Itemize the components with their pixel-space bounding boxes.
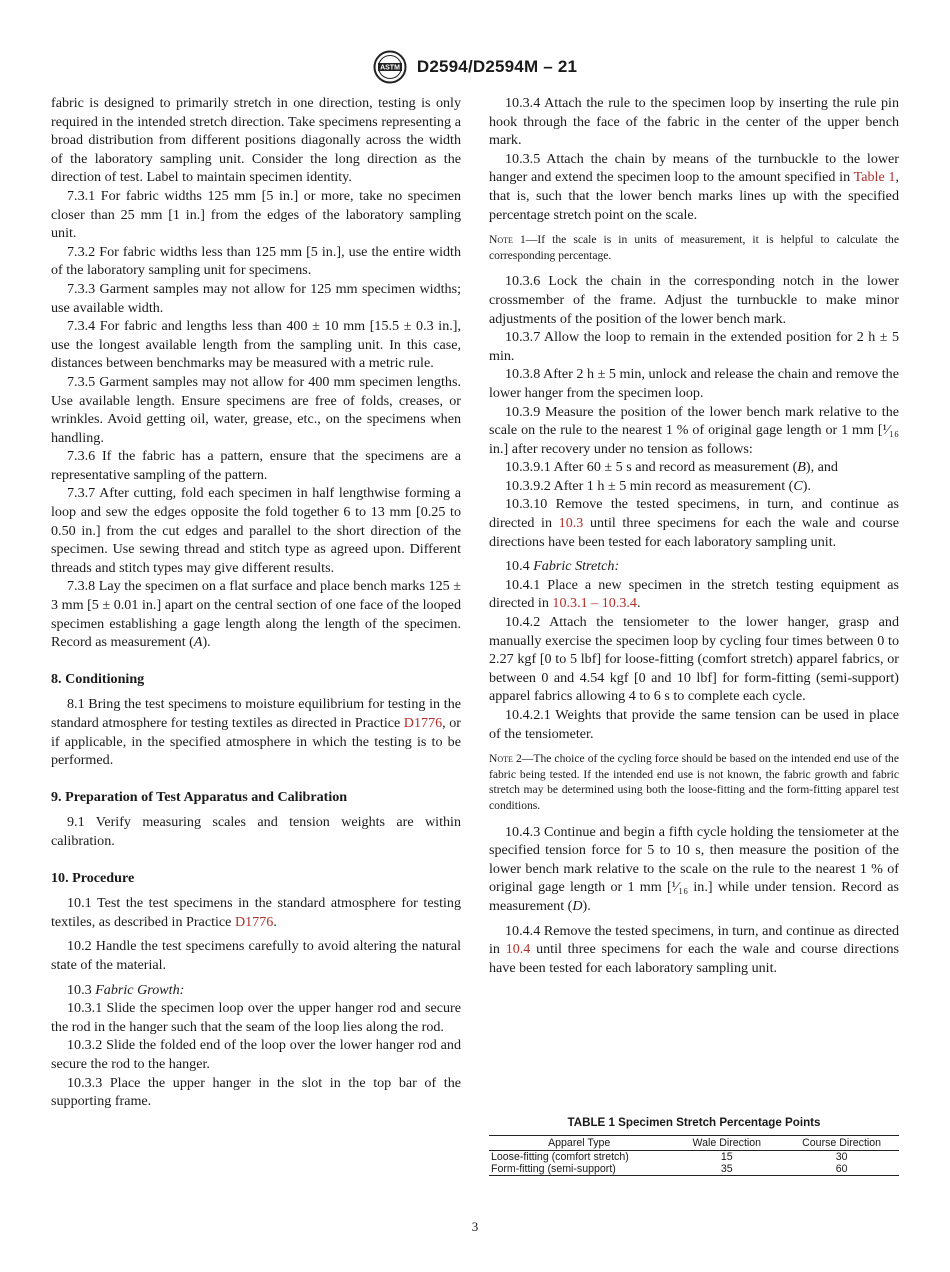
page-number: 3 xyxy=(471,1219,479,1234)
note-2: Note 2—The choice of the cycling force should be based on the intended end use of the fabric being tested. If the intended end use is not known, the fabric growth and fabric stretch may be determined using both the loose-fitting and the form-fitting apparel test conditions. xyxy=(489,752,899,812)
table-row xyxy=(489,1163,899,1176)
paragraph-10-3-3: 10.3.3 Place the upper hanger in the slot in the top bar of the supporting frame. xyxy=(51,1074,461,1110)
standard-designation: D2594/D2594M – 21 xyxy=(416,57,578,76)
svg-text:ASTM: ASTM xyxy=(379,64,400,72)
page-header xyxy=(0,50,950,84)
paragraph-10-3-7: 10.3.7 Allow the loop to remain in the extended position for 2 h ± 5 min. xyxy=(489,329,899,364)
link-10-4[interactable]: 10.4 xyxy=(505,941,531,958)
paragraph-7-3-3: 7.3.3 Garment samples may not allow for 125 mm specimen widths; use available width. xyxy=(51,280,461,316)
paragraph-10-3-8: 10.3.8 After 2 h ± 5 min, unlock and release the chain and remove the lower hanger from the specimen loop. xyxy=(489,366,899,401)
paragraph-10-3-2: 10.3.2 Slide the folded end of the loop over the lower hanger rod and secure the rod to the hanger. xyxy=(51,1037,461,1072)
paragraph-10-3-9-1: 10.3.9.1 After 60 ± 5 s and record as measurement (B), and xyxy=(505,459,838,476)
paragraph-7-3-6: 7.3.6 If the fabric has a pattern, ensure that the specimens are a representative sampling of the pattern. xyxy=(51,448,461,483)
paragraph-7-3-2: 7.3.2 For fabric widths less than 125 mm [5 in.], use the entire width of the laboratory sampling unit for specimens. xyxy=(51,243,461,279)
paragraph-10-3-6: 10.3.6 Lock the chain in the corresponding notch in the lower crossmember of the frame. Adjust the turnbuckle to make minor adjustments of the position of the lower bench mark. xyxy=(489,273,899,327)
table-1 xyxy=(489,1116,899,1176)
column-header-apparel-type: Apparel Type xyxy=(548,1137,611,1149)
section-heading-9: 9. Preparation of Test Apparatus and Calibration xyxy=(51,788,348,805)
paragraph-7-3-cont: fabric is designed to primarily stretch in one direction, testing is only required in the intended stretch direction. Take specimens representing a broad distribution from different positions diagonally across the width of the laboratory sampling unit. Consider the long direction as the direction of test. Label to maintain specimen identity. xyxy=(51,95,461,186)
paragraph-7-3-5: 7.3.5 Garment samples may not allow for 400 mm specimen lengths. Use available length. Ensure specimens are free of folds, creases, or wrinkles. Avoid getting oil, water, grease, etc., on the specimens when handling. xyxy=(51,373,461,446)
table-cell: 15 xyxy=(720,1151,733,1163)
paragraph-10-1: 10.1 Test the test specimens in the standard atmosphere for testing textiles, as described in Practice D1776. xyxy=(51,895,461,930)
paragraph-9-1: 9.1 Verify measuring scales and tension weights are within calibration. xyxy=(51,814,461,849)
link-d1776[interactable]: D1776 xyxy=(403,715,443,731)
paragraph-10-2: 10.2 Handle the test specimens carefully to avoid altering the natural state of the material. xyxy=(51,938,461,973)
paragraph-7-3-1: 7.3.1 For fabric widths 125 mm [5 in.] or more, take no specimen closer than 25 mm [1 in.] from the edges of the laboratory sampling unit. xyxy=(51,187,461,242)
table-header-row xyxy=(489,1136,899,1151)
paragraph-10-3-10: 10.3.10 Remove the tested specimens, in turn, and continue as directed in 10.3 until three specimens for each the wale and course directions have been tested for each laboratory sampling unit. xyxy=(489,496,899,550)
paragraph-10-3-9-2: 10.3.9.2 After 1 h ± 5 min record as measurement (C). xyxy=(505,477,811,494)
table-cell: 30 xyxy=(835,1151,848,1163)
link-table-1[interactable]: Table 1 xyxy=(853,169,896,186)
paragraph-10-3-9: 10.3.9 Measure the position of the lower bench mark relative to the scale on the rule to the nearest 1 % of original gage length or 1 mm [¹⁄₁₆ in.] after recovery under no tension as follows: xyxy=(489,403,899,457)
paragraph-10-3-4: 10.3.4 Attach the rule to the specimen loop by inserting the rule pin hook through the face of the fabric in the center of the upper bench mark. xyxy=(489,95,899,149)
astm-logo-icon xyxy=(373,50,407,84)
paragraph-10-4-2: 10.4.2 Attach the tensiometer to the lower hanger, grasp and manually exercise the specimen loop by cycling four times between 0 to 2.27 kgf [0 to 5 lbf] for loose-fitting (comfort stretch) apparel fabrics, or between 0 and 4.54 kgf [0 and 10 lbf] for form-fitting (semi-support) apparel fabrics allowing 4 to 6 s to complete each cycle. xyxy=(489,614,899,705)
link-d1776[interactable]: D1776 xyxy=(234,913,274,930)
paragraph-10-3-1: 10.3.1 Slide the specimen loop over the upper hanger rod and secure the rod in the hanger such that the seam of the loop lies along the rod. xyxy=(51,1000,461,1035)
paragraph-10-4-1: 10.4.1 Place a new specimen in the stretch testing equipment as directed in 10.3.1 – 10.3.4. xyxy=(489,576,899,612)
column-header-wale-direction: Wale Direction xyxy=(692,1137,762,1149)
paragraph-10-4: 10.4 Fabric Stretch: xyxy=(505,558,620,575)
table-cell: Form-fitting (semi-support) xyxy=(491,1163,616,1175)
link-10-3-1-to-10-3-4[interactable]: 10.3.1 – 10.3.4 xyxy=(552,595,637,612)
table-title: TABLE 1 Specimen Stretch Percentage Points xyxy=(567,1116,821,1129)
left-column xyxy=(51,94,461,1111)
paragraph-10-4-2-1: 10.4.2.1 Weights that provide the same tension can be used in place of the tensiometer. xyxy=(489,707,899,742)
section-heading-8: 8. Conditioning xyxy=(51,670,145,687)
paragraph-8-1: 8.1 Bring the test specimens to moisture equilibrium for testing in the standard atmosphere for testing textiles as directed in Practice D1776, or if applicable, in the specified atmosphere in which the testing is to be performed. xyxy=(51,696,461,769)
table-cell: 35 xyxy=(720,1163,733,1175)
paragraph-7-3-4: 7.3.4 For fabric and lengths less than 400 ± 10 mm [15.5 ± 0.3 in.], use the longest available length from the sampling unit. In this case, distances between benchmarks may be measured with a metric rule. xyxy=(51,318,461,372)
stretch-percentage-table xyxy=(489,1135,899,1176)
table-cell: 60 xyxy=(835,1163,848,1175)
column-header-course-direction: Course Direction xyxy=(802,1137,882,1149)
paragraph-7-3-7: 7.3.7 After cutting, fold each specimen in half lengthwise forming a loop and sew the edges opposite the fold together 6 to 13 mm [0.25 to 0.50 in.] from the cut edges and parallel to the short direction of the specimen. Use sewing thread and stitch type as agreed upon. Different threads and stitch types may give different results. xyxy=(51,485,461,576)
paragraph-10-3-5: 10.3.5 Attach the chain by means of the turnbuckle to the lower hanger and extend the specimen loop to the amount specified in Table 1, that is, such that the lower bench marks lines up with the specified percentage stretch point on the scale. xyxy=(489,150,899,223)
paragraph-10-4-4: 10.4.4 Remove the tested specimens, in turn, and continue as directed in 10.4 until three specimens for each the wale and course directions have been tested for each laboratory sampling unit. xyxy=(489,922,899,976)
link-10-3[interactable]: 10.3 xyxy=(558,515,584,532)
table-row xyxy=(489,1151,899,1164)
paragraph-7-3-8: 7.3.8 Lay the specimen on a flat surface and place bench marks 125 ± 3 mm [5 ± 0.01 in.] apart on the central section of one face of the looped specimen establishing a gage length along the length of the specimen. Record as measurement (A). xyxy=(51,578,461,651)
right-column xyxy=(489,94,899,977)
table-cell: Loose-fitting (comfort stretch) xyxy=(491,1151,629,1163)
section-heading-10: 10. Procedure xyxy=(51,869,135,886)
note-1: Note 1—If the scale is in units of measurement, it is helpful to calculate the corresponding percentage. xyxy=(489,233,899,262)
paragraph-10-4-3: 10.4.3 Continue and begin a fifth cycle holding the tensiometer at the specified tension force for 5 to 10 s, then measure the position of the lower bench mark relative to the scale on the rule to the nearest 1 % of original gage length or 1 mm [¹⁄₁₆ in.] while under tension. Record as measurement (D). xyxy=(489,823,899,914)
paragraph-10-3: 10.3 Fabric Growth: xyxy=(67,981,185,998)
